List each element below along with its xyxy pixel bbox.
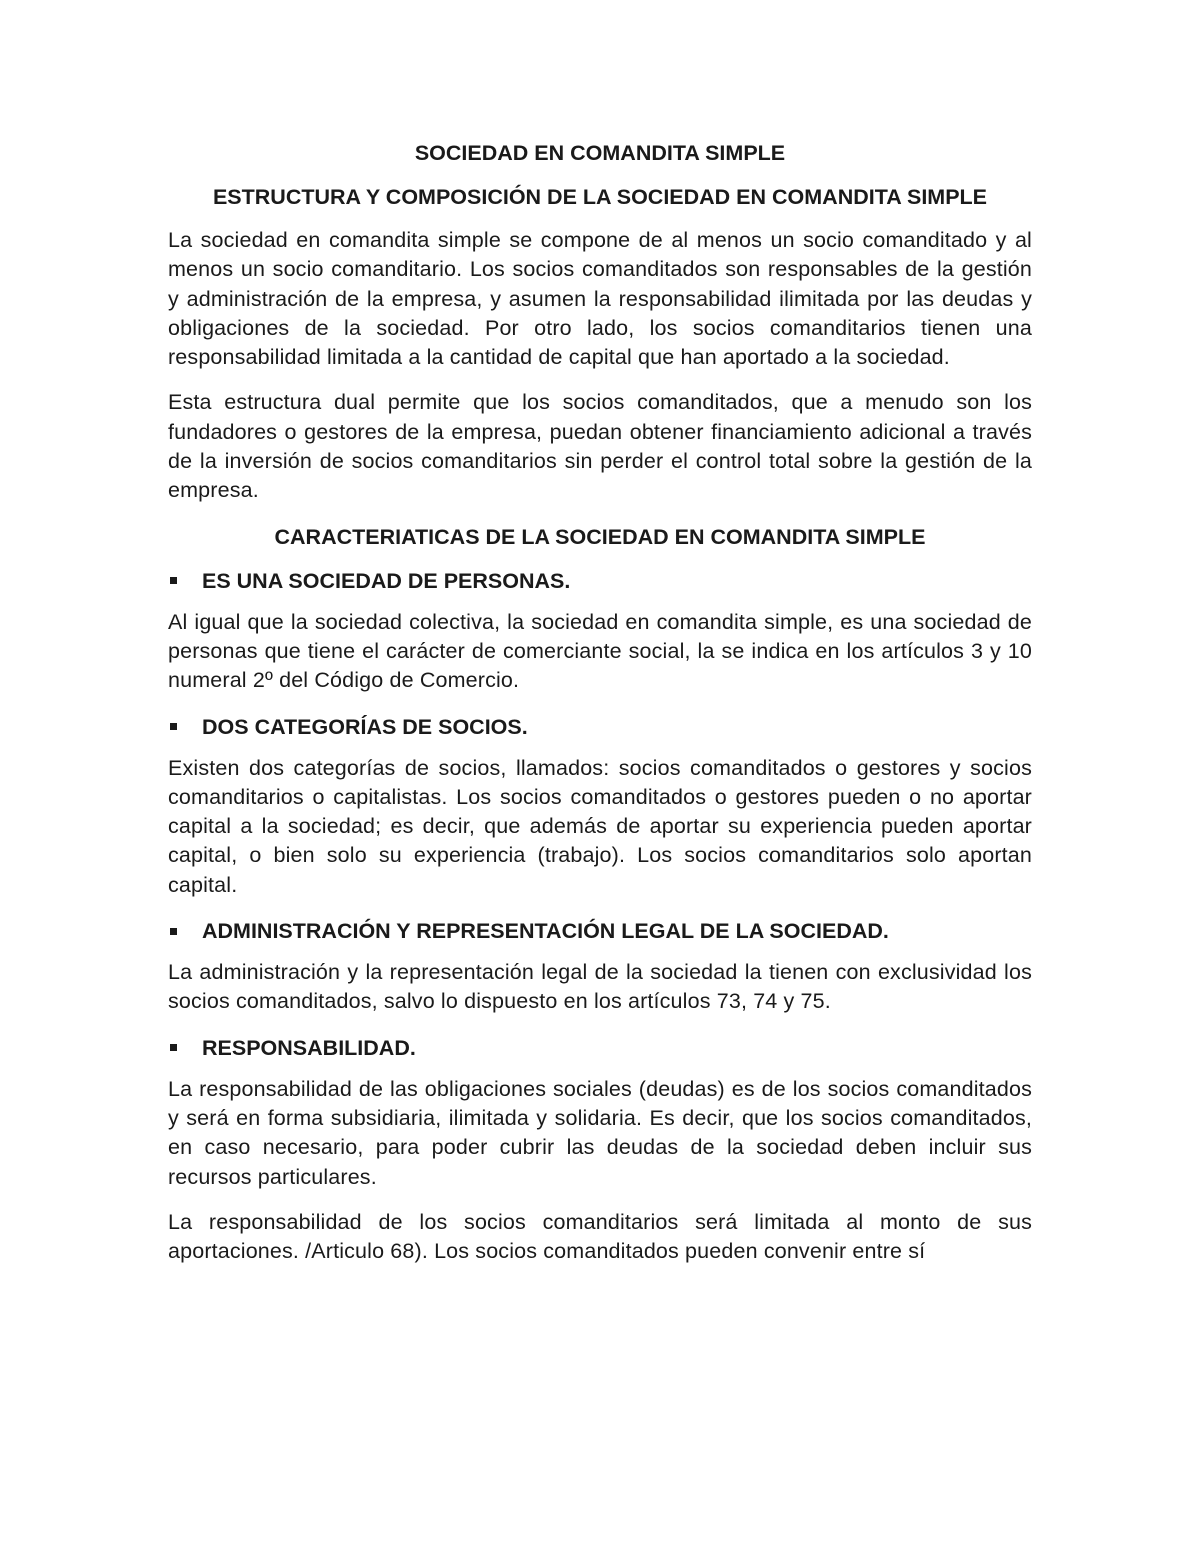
section-paragraph: La responsabilidad de los socios comanditarios será limitada al monto de sus aportaciones. /Articulo 68). Los socios comanditados pueden convenir entre sí: [168, 1209, 1032, 1264]
section-heading-text: DOS CATEGORÍAS DE SOCIOS.: [202, 714, 528, 739]
square-bullet-icon: [168, 1044, 202, 1051]
section-heading-text: ADMINISTRACIÓN Y REPRESENTACIÓN LEGAL DE LA SOCIEDAD.: [202, 919, 889, 944]
document-title: SOCIEDAD EN COMANDITA SIMPLE: [414, 141, 786, 165]
square-bullet-icon: [168, 577, 202, 584]
section-heading-text: RESPONSABILIDAD.: [202, 1035, 416, 1060]
square-bullet-icon: [168, 928, 202, 935]
square-bullet-icon: [168, 723, 202, 730]
section-heading-personas: [168, 566, 1032, 596]
structure-heading: ESTRUCTURA Y COMPOSICIÓN DE LA SOCIEDAD EN COMANDITA SIMPLE: [212, 185, 988, 209]
section-heading-responsabilidad: [168, 1033, 1032, 1063]
section-heading-text: ES UNA SOCIEDAD DE PERSONAS.: [202, 568, 571, 593]
characteristics-heading: CARACTERIATICAS DE LA SOCIEDAD EN COMANDITA SIMPLE: [274, 524, 926, 549]
section-paragraph: Al igual que la sociedad colectiva, la sociedad en comandita simple, es una sociedad de personas que tiene el carácter de comerciante social, la se indica en los artículos 3 y 10 numeral 2º del Código de Comercio.: [168, 609, 1032, 693]
structure-paragraph: Esta estructura dual permite que los socios comanditados, que a menudo son los fundadores o gestores de la empresa, puedan obtener financiamiento adicional a través de la inversión de socios comanditarios sin perder el control total sobre la gestión de la empresa.: [168, 390, 1032, 503]
section-paragraph: La administración y la representación legal de la sociedad la tienen con exclusividad los socios comanditados, salvo lo dispuesto en los artículos 73, 74 y 75.: [168, 960, 1032, 1014]
section-heading-categorias: [168, 712, 1032, 742]
section-paragraph: La responsabilidad de las obligaciones sociales (deudas) es de los socios comanditados y será en forma subsidiaria, ilimitada y solidaria. Es decir, que los socios comanditados, en caso necesario, para poder cubrir las deudas de la sociedad deben incluir sus recursos particulares.: [168, 1076, 1032, 1189]
structure-paragraph: La sociedad en comandita simple se compone de al menos un socio comanditado y al menos un socio comanditario. Los socios comanditados son responsables de la gestión y administración de la empresa, y asumen la responsabilidad ilimitada por las deudas y obligaciones de la sociedad. Por otro lado, los socios comanditarios tienen una responsabilidad limitada a la cantidad de capital que han aportado a la sociedad.: [168, 228, 1032, 370]
section-heading-administracion: [168, 916, 1032, 946]
section-paragraph: Existen dos categorías de socios, llamados: socios comanditados o gestores y socios comanditarios o capitalistas. Los socios comanditados o gestores pueden o no aportar capital a la sociedad; es decir, que además de aportar su experiencia pueden aportar capital, o bien solo su experiencia (trabajo). Los socios comanditarios solo aportan capital.: [168, 755, 1032, 897]
